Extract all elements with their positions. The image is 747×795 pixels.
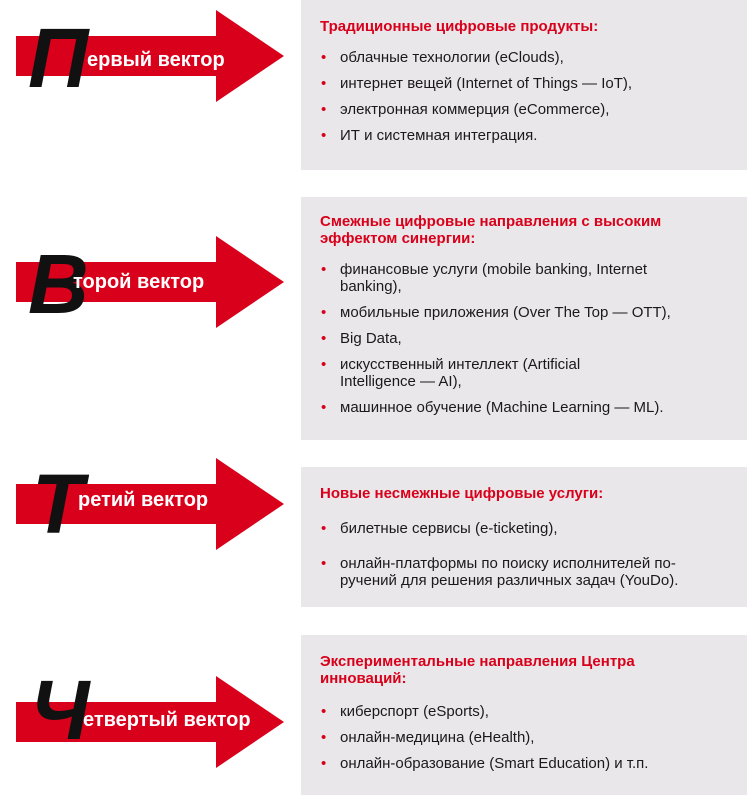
vector-1-arrow: [16, 10, 284, 105]
list-item: • билетные сервисы (e-ticketing),: [321, 520, 558, 537]
vector-2-initial: В: [28, 237, 87, 331]
vector-1-list: [320, 49, 729, 144]
bullet-icon: •: [321, 304, 327, 321]
list-item: • машинное обучение (Machine Learning — ML).: [321, 399, 664, 416]
bullet-icon: •: [321, 75, 327, 92]
vector-3-arrow: [16, 458, 284, 550]
list-item: • Big Data,: [321, 330, 402, 347]
list-item: • электронная коммерция (eCommerce),: [321, 101, 610, 118]
vector-1-initial: П: [28, 11, 87, 105]
list-item: • ИТ и системная интеграция.: [321, 127, 538, 144]
vector-3-panel: [301, 467, 747, 607]
bullet-icon: •: [321, 330, 327, 347]
list-item: • мобильные приложения (Over The Top — OTT),: [321, 304, 671, 321]
vector-2-panel: [301, 197, 747, 440]
bullet-icon: •: [321, 555, 327, 572]
bullet-icon: •: [321, 356, 327, 373]
vector-4-label: етвертый вектор: [83, 709, 251, 731]
bullet-icon: •: [321, 49, 327, 66]
list-item: • облачные технологии (eClouds),: [321, 49, 564, 66]
list-item: • киберспорт (eSports),: [321, 703, 489, 720]
vector-2-label: торой вектор: [73, 271, 205, 293]
vector-1-panel: [301, 0, 747, 170]
vector-2-heading: Смежные цифровые направления с высоким эффектом синергии:: [320, 213, 662, 247]
vector-1-heading: Традиционные цифровые продукты:: [320, 18, 599, 35]
bullet-icon: •: [321, 399, 327, 416]
bullet-icon: •: [321, 703, 327, 720]
vector-4-panel: [301, 635, 747, 795]
list-item: • интернет вещей (Internet of Things — IoT),: [321, 75, 633, 92]
list-item: • финансовые услуги (mobile banking, Internet banking),: [321, 261, 648, 295]
bullet-icon: •: [321, 755, 327, 772]
vector-4-arrow: [16, 663, 284, 768]
vector-4-initial: Ч: [30, 663, 88, 757]
list-item: • онлайн-образование (Smart Education) и т.п.: [321, 755, 649, 772]
vector-1-label: ервый вектор: [87, 49, 225, 71]
list-item: • искусственный интеллект (Artificial Intelligence — AI),: [321, 356, 581, 390]
bullet-icon: •: [321, 261, 327, 278]
vector-4-list: [320, 703, 729, 772]
vector-2-list: [320, 261, 729, 416]
vector-3-label: ретий вектор: [78, 489, 209, 511]
vector-3-initial: Т: [32, 457, 82, 551]
vector-3-list: [320, 520, 729, 589]
bullet-icon: •: [321, 127, 327, 144]
vector-3-heading: Новые несмежные цифровые услуги:: [320, 485, 604, 502]
bullet-icon: •: [321, 101, 327, 118]
vector-2-arrow: [16, 236, 284, 331]
list-item: • онлайн-платформы по поиску исполнителей по-ручений для решения различных задач (YouDo).: [321, 555, 679, 589]
vector-4-heading: Экспериментальные направления Центра инноваций:: [320, 653, 635, 687]
bullet-icon: •: [321, 520, 327, 537]
list-item: • онлайн-медицина (eHealth),: [321, 729, 535, 746]
bullet-icon: •: [321, 729, 327, 746]
